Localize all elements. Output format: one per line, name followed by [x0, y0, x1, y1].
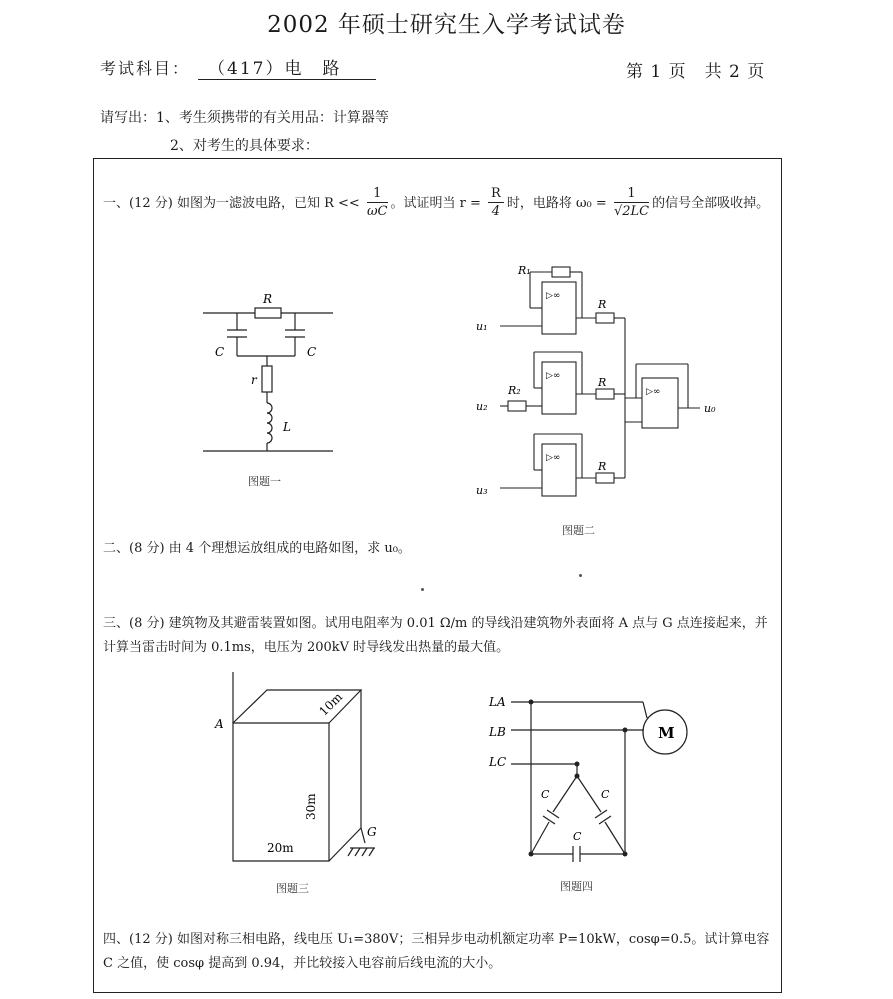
label-depth-10m: 10m: [316, 689, 346, 719]
label-lc: LC: [489, 755, 507, 769]
subject-value: （417）电 路: [198, 54, 376, 80]
figure-2-caption: 图题二: [562, 524, 595, 537]
label-lb: LB: [489, 725, 506, 739]
label-r-c: R: [598, 460, 607, 473]
question-1: [103, 186, 783, 221]
label-r-top: R: [263, 292, 273, 306]
figure-1-caption: 图题一: [248, 475, 281, 488]
question-3: 三、(8 分) 建筑物及其避雷装置如图。试用电阻率为 0.01 Ω/m 的导线沿建筑物外表面将 A 点与 G 点连接起来，并计算当雷击时间为 0.1ms，电压为 200kV 时导线发出热量的最大值。: [103, 616, 768, 655]
label-point-g: G: [367, 825, 377, 839]
q1-fraction-3: $\frac{1}{√2LC}$: [613, 186, 650, 219]
scan-speck: [421, 588, 424, 591]
figure-1-filter-circuit: [195, 288, 345, 488]
label-uo: u₀: [704, 402, 716, 415]
instructions: [100, 104, 389, 160]
opamp-4-symbol: ▷∞: [646, 387, 661, 397]
label-c-bottom: C: [573, 830, 582, 843]
opamp-2-symbol: ▷∞: [546, 371, 561, 381]
label-c-right: C: [601, 788, 610, 801]
label-u3: u₃: [476, 484, 488, 497]
subject-label: 考试科目：: [100, 59, 191, 78]
label-l: L: [283, 420, 291, 434]
q1-text-a: 一、(12 分) 如图为一滤波电路，已知 R <<: [103, 196, 360, 211]
label-c-right: C: [307, 345, 317, 359]
label-r-b: R: [598, 376, 607, 389]
figure-3-caption: 图题三: [276, 882, 309, 895]
page-info: 第 1 页 共 2 页: [626, 62, 766, 82]
label-la: LA: [489, 695, 506, 709]
figure-4-caption: 图题四: [560, 880, 593, 893]
label-width-20m: 20m: [267, 841, 294, 855]
figure-4-three-phase-circuit: [485, 688, 700, 863]
opamp-1-symbol: ▷∞: [546, 291, 561, 301]
label-r-small: r: [251, 373, 257, 387]
opamp-3-symbol: ▷∞: [546, 453, 561, 463]
q1-fraction-2: $\frac{R}{4}$: [488, 186, 504, 221]
label-point-a: A: [215, 717, 224, 731]
instruction-line-1: 请写出：1、考生须携带的有关用品：计算器等: [100, 110, 389, 126]
figure-3-building: [205, 668, 390, 868]
motor-icon: M: [658, 724, 675, 742]
question-2: 二、(8 分) 由 4 个理想运放组成的电路如图，求 u₀。: [103, 541, 411, 556]
q1-fraction-1: $\frac{1}{\omega C}$: [366, 186, 388, 219]
page-title: 2002 年硕士研究生入学考试试卷: [267, 12, 626, 38]
label-r1: R₁: [518, 264, 531, 277]
figure-2-opamp-circuit: [470, 262, 730, 502]
scan-speck: [579, 574, 582, 577]
question-4: 四、(12 分) 如图对称三相电路，线电压 U₁=380V；三相异步电动机额定功率 P=10kW，cosφ=0.5。试计算电容 C 之值，使 cosφ 提高到 0.94，并比较接入电容前后线电流的大小。: [103, 932, 770, 971]
label-c-left: C: [215, 345, 225, 359]
label-r-a: R: [598, 298, 607, 311]
label-c-left: C: [541, 788, 550, 801]
label-u1: u₁: [476, 320, 488, 333]
instruction-line-2: 2、对考生的具体要求：: [170, 138, 319, 154]
q1-text-c: 时，电路将 ω₀ =: [506, 196, 607, 211]
label-r2: R₂: [508, 384, 521, 397]
q1-text-b: 。试证明当 r =: [390, 196, 481, 211]
label-height-30m: 30m: [304, 793, 318, 820]
label-u2: u₂: [476, 400, 488, 413]
q1-text-d: 的信号全部吸收掉。: [652, 196, 770, 211]
